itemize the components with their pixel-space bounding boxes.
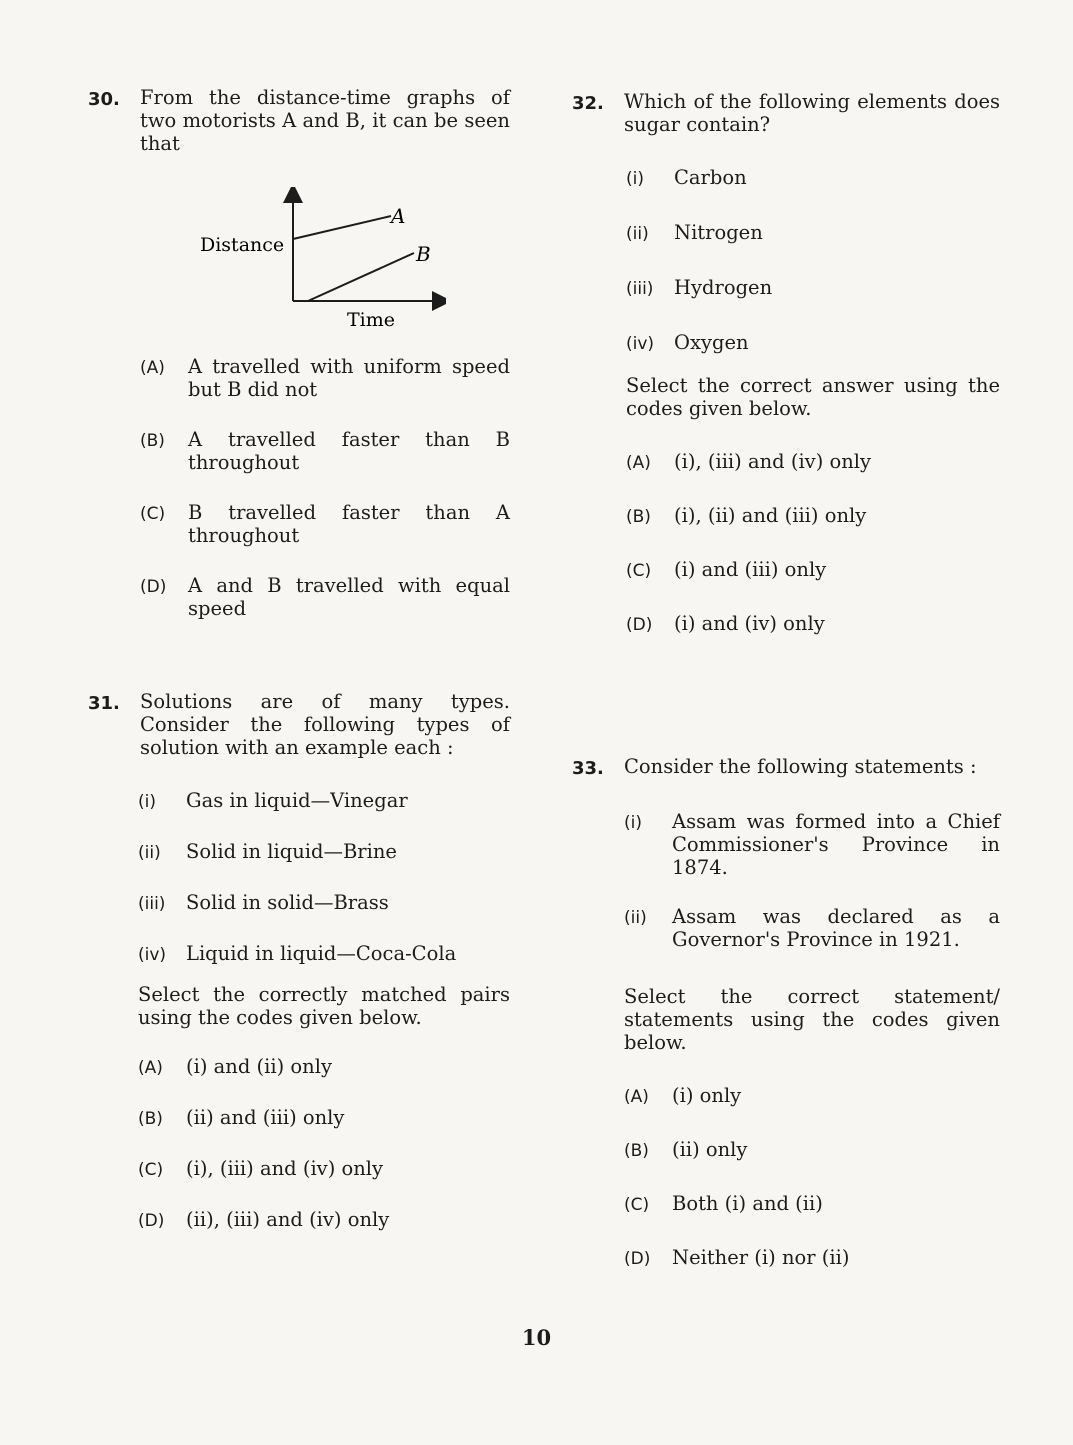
page-number: 10 (521, 1325, 552, 1350)
question-number: 31. (88, 693, 120, 714)
option-mark: (D) (626, 615, 653, 635)
right-column (572, 90, 1000, 1271)
item-i (138, 789, 510, 814)
option-c (624, 1192, 1000, 1217)
option-d (624, 1246, 1000, 1271)
option-text: Both (i) and (ii) (672, 1192, 823, 1215)
question-number: 33. (572, 758, 604, 779)
question-text: Solutions are of many types. Consider the following types of solution with an example each : (140, 690, 510, 759)
option-text: (i), (iii) and (iv) only (186, 1157, 384, 1180)
option-text: (i) and (iv) only (674, 612, 825, 635)
question-text: Consider the following statements : (624, 755, 977, 778)
question-31 (88, 690, 510, 1233)
item-text: Gas in liquid—Vinegar (186, 789, 408, 812)
item-text: Carbon (674, 166, 747, 189)
options-list (624, 1084, 1000, 1271)
item-mark: (i) (624, 813, 642, 833)
option-mark: (A) (626, 453, 651, 473)
instruction-text: Select the correct answer using the codes given below. (626, 374, 1000, 420)
option-mark: (C) (626, 561, 652, 581)
option-text: (i) only (672, 1084, 742, 1107)
item-mark: (iv) (138, 945, 167, 965)
items-list (626, 166, 1000, 420)
option-mark: (B) (138, 1109, 163, 1129)
option-text: A travelled with uniform speed but B did not (188, 355, 510, 401)
option-text: A travelled faster than B throughout (188, 428, 510, 474)
option-mark: (C) (138, 1160, 164, 1180)
item-mark: (iv) (626, 334, 655, 354)
question-number: 32. (572, 93, 604, 114)
item-ii (138, 840, 510, 865)
item-text: Nitrogen (674, 221, 763, 244)
option-a (140, 355, 510, 401)
item-iii (626, 276, 1000, 301)
item-text: Liquid in liquid—Coca-Cola (186, 942, 457, 965)
option-text: (i) and (iii) only (674, 558, 827, 581)
item-mark: (ii) (624, 908, 647, 928)
items-list (624, 810, 1000, 1054)
option-text: B travelled faster than A throughout (188, 501, 510, 547)
distance-time-graph (146, 187, 446, 327)
item-text: Hydrogen (674, 276, 773, 299)
question-32 (572, 90, 1000, 637)
option-c (140, 501, 510, 547)
item-text: Solid in liquid—Brine (186, 840, 397, 863)
item-i (626, 166, 1000, 191)
item-iv (138, 942, 510, 967)
option-d (138, 1208, 510, 1233)
item-i (624, 810, 1000, 879)
option-text: (i), (iii) and (iv) only (674, 450, 872, 473)
question-33 (572, 755, 1000, 1271)
option-b (626, 504, 1000, 529)
option-mark: (B) (140, 431, 165, 451)
item-mark: (i) (138, 792, 156, 812)
options-list (140, 355, 510, 620)
option-c (138, 1157, 510, 1182)
option-mark: (C) (624, 1195, 650, 1215)
question-number: 30. (88, 89, 120, 110)
item-mark: (iii) (138, 894, 166, 914)
instruction-text: Select the correct statement/ statements using the codes given below. (624, 985, 1000, 1054)
option-a (624, 1084, 1000, 1109)
item-mark: (ii) (138, 843, 161, 863)
options-list (138, 1055, 510, 1233)
option-text: Neither (i) nor (ii) (672, 1246, 850, 1269)
option-b (140, 428, 510, 474)
option-text: (ii), (iii) and (iv) only (186, 1208, 390, 1231)
item-iii (138, 891, 510, 916)
option-mark: (C) (140, 504, 166, 524)
item-ii (624, 905, 1000, 951)
option-c (626, 558, 1000, 583)
line-b-label: B (416, 242, 431, 266)
x-axis-label: Time (347, 309, 396, 327)
item-text: Assam was declared as a Governor's Province in 1921. (672, 905, 1000, 951)
option-text: (ii) and (iii) only (186, 1106, 345, 1129)
option-text: A and B travelled with equal speed (188, 574, 510, 620)
option-mark: (A) (624, 1087, 649, 1107)
option-b (624, 1138, 1000, 1163)
item-text: Solid in solid—Brass (186, 891, 389, 914)
option-d (626, 612, 1000, 637)
question-text: Which of the following elements does sugar contain? (624, 90, 1000, 136)
items-list (138, 789, 510, 1029)
item-mark: (ii) (626, 224, 649, 244)
line-a-label: A (391, 204, 406, 228)
item-text: Oxygen (674, 331, 749, 354)
y-axis-label: Distance (200, 234, 285, 256)
option-mark: (B) (626, 507, 651, 527)
option-mark: (A) (138, 1058, 163, 1078)
option-d (140, 574, 510, 620)
option-mark: (D) (140, 577, 167, 597)
instruction-text: Select the correctly matched pairs using the codes given below. (138, 983, 510, 1029)
option-mark: (A) (140, 358, 165, 378)
option-text: (i) and (ii) only (186, 1055, 332, 1078)
question-30 (88, 86, 510, 620)
option-a (626, 450, 1000, 475)
option-mark: (D) (138, 1211, 165, 1231)
item-text: Assam was formed into a Chief Commissioner's Province in 1874. (672, 810, 1000, 879)
item-mark: (iii) (626, 279, 654, 299)
line-b (308, 253, 414, 301)
option-a (138, 1055, 510, 1080)
item-mark: (i) (626, 169, 644, 189)
line-a (293, 216, 391, 239)
option-text: (i), (ii) and (iii) only (674, 504, 867, 527)
option-mark: (B) (624, 1141, 649, 1161)
left-column (88, 86, 510, 1233)
options-list (626, 450, 1000, 637)
option-b (138, 1106, 510, 1131)
item-iv (626, 331, 1000, 356)
option-mark: (D) (624, 1249, 651, 1269)
item-ii (626, 221, 1000, 246)
option-text: (ii) only (672, 1138, 748, 1161)
question-text: From the distance-time graphs of two motorists A and B, it can be seen that (140, 86, 510, 155)
